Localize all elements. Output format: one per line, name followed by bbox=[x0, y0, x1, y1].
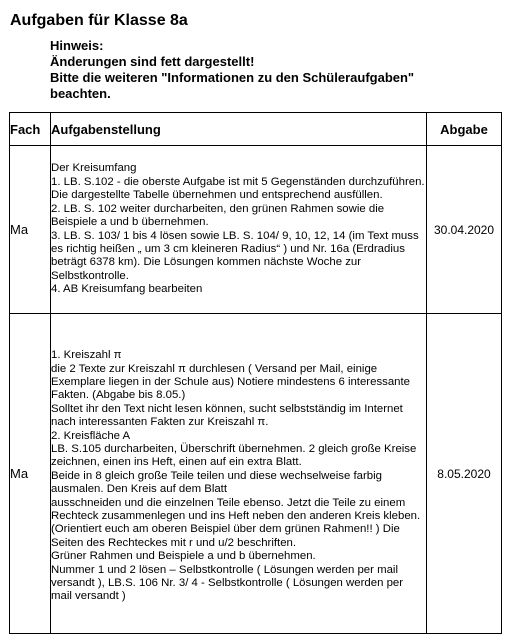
task-line: LB. S.105 durcharbeiten, Überschrift übernehmen. 2 gleich große Kreise zeichnen, einen ins Heft, einen auf ein extra Blatt. bbox=[51, 442, 417, 469]
task-line: Solltet ihr den Text nicht lesen können, sucht selbstständig im Internet nach interessanten Fakten zur Kreiszahl π. bbox=[51, 402, 403, 429]
column-header-aufgabenstellung: Aufgabenstellung bbox=[51, 113, 427, 146]
notice-line: Bitte die weiteren "Informationen zu den Schüleraufgaben" bbox=[50, 70, 415, 85]
page-title: Aufgaben für Klasse 8a bbox=[10, 12, 188, 29]
notice-heading: Hinweis: bbox=[50, 38, 104, 53]
task-line: Beide in 8 gleich große Teile teilen und diese wechselweise farbig ausmalen. Den Kreis auf dem Blatt bbox=[51, 469, 382, 496]
due-date-cell: 30.04.2020 bbox=[427, 146, 502, 314]
task-line: ausschneiden und die einzelnen Teile ebenso. Jetzt die Teile zu einem Rechteck zusammenlegen und ins Heft neben den anderen Kreis kleben. (Orientiert euch am oberen Beispiel über dem grünen Rahmen!! ) Die Seiten des Rechteckes mit r und u/2 beschriften. bbox=[51, 496, 421, 549]
notice-line: beachten. bbox=[50, 86, 111, 101]
notice-line: Änderungen sind fett dargestellt! bbox=[50, 54, 255, 69]
task-cell bbox=[51, 146, 427, 314]
task-line: die 2 Texte zur Kreiszahl π durchlesen ( Versand per Mail, einige Exemplare liegen in der Schule aus) Notiere mindestens 6 interessante Fakten. (Abgabe bis 8.05.) bbox=[51, 362, 410, 402]
due-date-cell: 8.05.2020 bbox=[427, 314, 502, 634]
table-header-row bbox=[10, 113, 502, 146]
task-line: 2. Kreisfläche A bbox=[51, 429, 131, 442]
subject-cell: Ma bbox=[10, 146, 51, 314]
task-line: Der Kreisumfang bbox=[51, 162, 137, 175]
table-row bbox=[10, 146, 502, 314]
column-header-fach: Fach bbox=[10, 113, 51, 146]
subject-cell: Ma bbox=[10, 314, 51, 634]
task-line: 2. LB. S. 102 weiter durcharbeiten, den grünen Rahmen sowie die Beispiele a und b übernehmen. bbox=[51, 202, 385, 229]
task-line: 3. LB. S. 103/ 1 bis 4 lösen sowie LB. S. 104/ 9, 10, 12, 14 (im Text muss es richtig heißen „ um 3 cm kleineren Radius“ ) und Nr. 16a (Erdradius beträgt 6378 km). Die Lösungen kommen nächste Woche zur Selbstkontrolle. bbox=[51, 229, 419, 282]
table-row bbox=[10, 314, 502, 634]
task-line: 4. AB Kreisumfang bearbeiten bbox=[51, 283, 203, 296]
column-header-abgabe: Abgabe bbox=[427, 113, 502, 146]
task-line: Grüner Rahmen und Beispiele a und b übernehmen. bbox=[51, 550, 316, 563]
task-line: Nummer 1 und 2 lösen – Selbstkontrolle ( Lösungen werden per mail versandt ), LB.S. 106 Nr. 3/ 4 - Selbstkontrolle ( Lösungen werden per mail versandt ) bbox=[51, 563, 404, 603]
assignments-table bbox=[9, 112, 502, 634]
task-line: 1. LB. S.102 - die oberste Aufgabe ist mit 5 Gegenständen durchzuführen. Die dargestellte Tabelle übernehmen und entsprechend ausfüllen. bbox=[51, 175, 425, 202]
task-line: 1. Kreiszahl π bbox=[51, 349, 122, 362]
notice-block bbox=[50, 38, 500, 102]
task-cell bbox=[51, 314, 427, 634]
